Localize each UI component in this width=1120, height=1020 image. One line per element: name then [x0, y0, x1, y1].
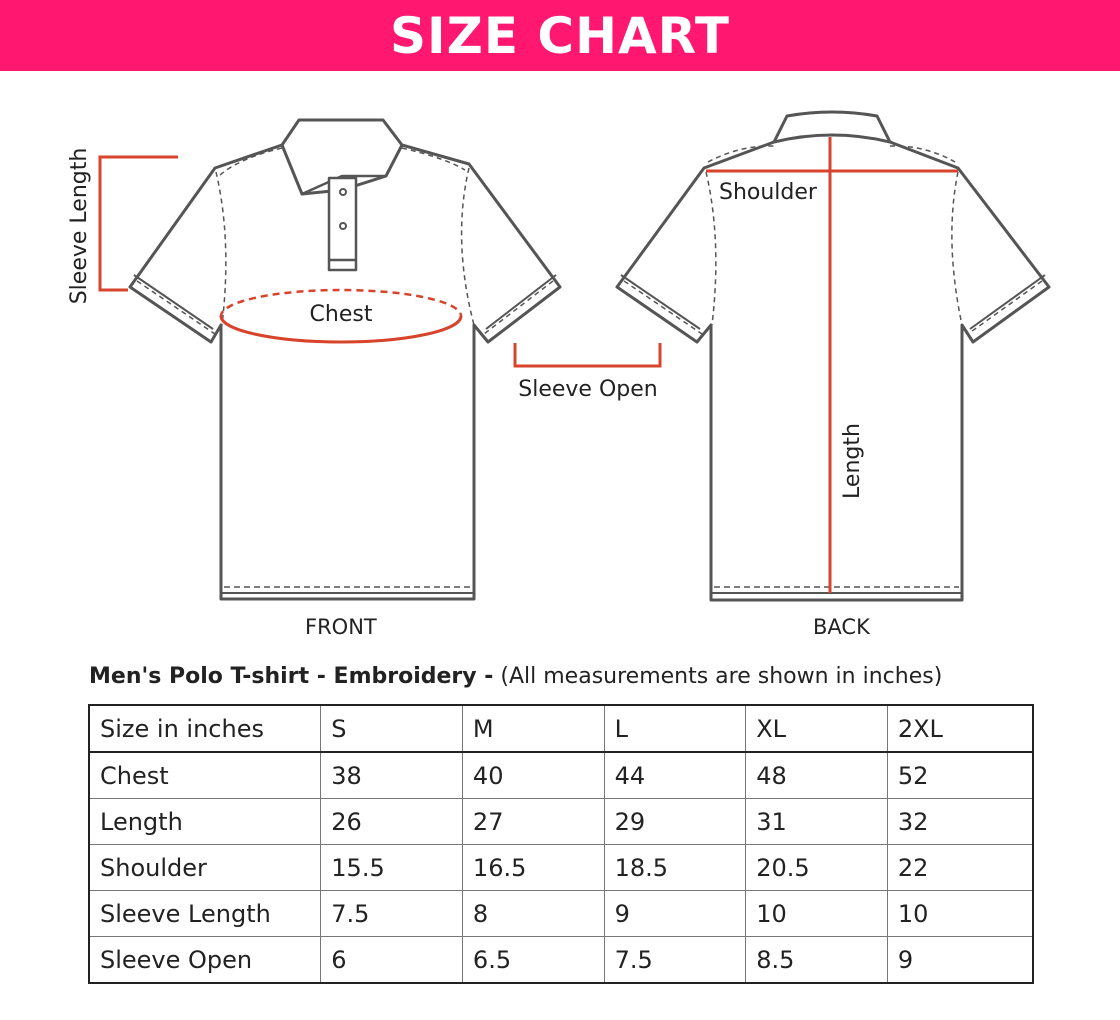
table-cell: 48: [746, 752, 888, 799]
header-cell: XL: [746, 705, 888, 752]
banner-title: SIZE CHART: [389, 6, 731, 65]
table-cell: 22: [887, 845, 1033, 891]
size-chart-banner: [0, 0, 1120, 71]
table-cell: Chest: [89, 752, 321, 799]
table-cell: 27: [462, 799, 604, 845]
table-cell: Length: [89, 799, 321, 845]
table-cell: Sleeve Length: [89, 891, 321, 937]
shirt-diagram: [0, 71, 1120, 651]
table-cell: 29: [604, 799, 746, 845]
table-cell: 16.5: [462, 845, 604, 891]
table-cell: 6.5: [462, 937, 604, 984]
table-cell: 31: [746, 799, 888, 845]
table-cell: 7.5: [321, 891, 463, 937]
header-cell: M: [462, 705, 604, 752]
chest-label: Chest: [309, 302, 373, 327]
back-caption: BACK: [813, 615, 870, 639]
table-title-bold: Men's Polo T-shirt - Embroidery -: [89, 664, 494, 689]
table-cell: Shoulder: [89, 845, 321, 891]
table-cell: 9: [887, 937, 1033, 984]
header-cell: 2XL: [887, 705, 1033, 752]
table-row: [89, 752, 1033, 799]
table-cell: 15.5: [321, 845, 463, 891]
front-shirt-icon: [130, 120, 560, 599]
front-caption: FRONT: [305, 615, 377, 639]
table-cell: 18.5: [604, 845, 746, 891]
table-cell: 8: [462, 891, 604, 937]
length-label: Length: [840, 423, 865, 499]
table-row: [89, 799, 1033, 845]
table-cell: 44: [604, 752, 746, 799]
header-cell: Size in inches: [89, 705, 321, 752]
table-cell: 8.5: [746, 937, 888, 984]
table-cell: 10: [746, 891, 888, 937]
table-cell: 40: [462, 752, 604, 799]
table-cell: 9: [604, 891, 746, 937]
table-title: [89, 664, 942, 689]
table-cell: 20.5: [746, 845, 888, 891]
back-shirt-icon: [617, 112, 1049, 600]
table-header-row: [89, 705, 1033, 752]
table-row: [89, 845, 1033, 891]
sleeve-length-bracket: [100, 157, 178, 290]
header-cell: S: [321, 705, 463, 752]
size-table: [88, 704, 1034, 984]
table-cell: 26: [321, 799, 463, 845]
table-title-note: (All measurements are shown in inches): [500, 664, 943, 689]
sleeve-length-label: Sleeve Length: [67, 147, 92, 305]
header-cell: L: [604, 705, 746, 752]
table-cell: 10: [887, 891, 1033, 937]
table-cell: 6: [321, 937, 463, 984]
table-cell: 38: [321, 752, 463, 799]
sleeve-open-bracket: [515, 343, 660, 366]
table-cell: Sleeve Open: [89, 937, 321, 984]
table-cell: 52: [887, 752, 1033, 799]
sleeve-open-label: Sleeve Open: [518, 377, 658, 402]
shoulder-label: Shoulder: [719, 180, 817, 205]
table-row: [89, 937, 1033, 984]
table-row: [89, 891, 1033, 937]
table-cell: 32: [887, 799, 1033, 845]
table-cell: 7.5: [604, 937, 746, 984]
